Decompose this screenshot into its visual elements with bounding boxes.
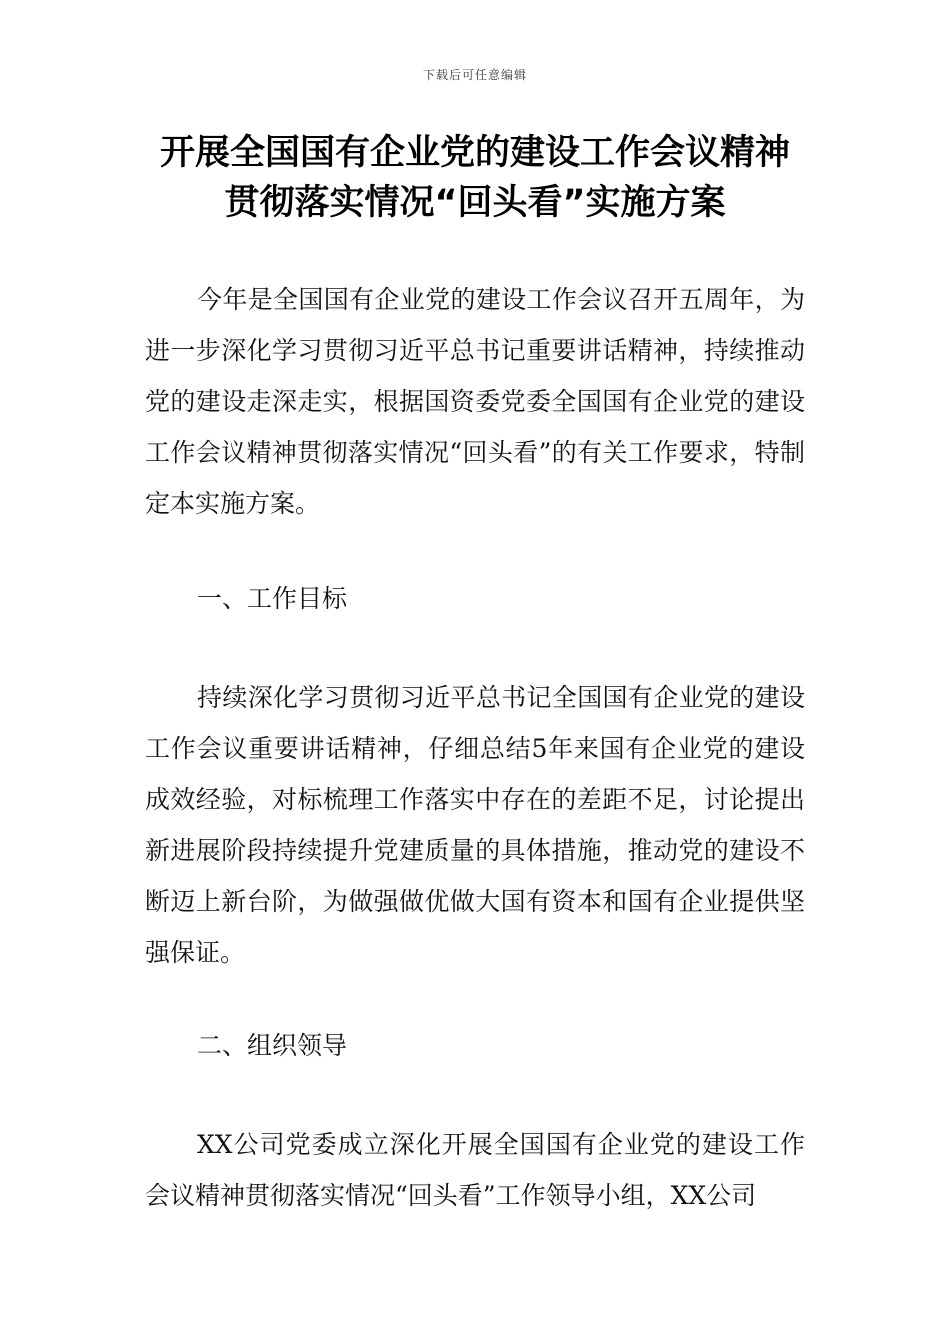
header-note: 下载后可任意编辑 bbox=[422, 68, 527, 82]
section-2-heading: 二、组织领导 bbox=[197, 1031, 348, 1060]
section-2-paragraph: XX公司党委成立深化开展全国国有企业党的建设工作会议精神贯彻落实情况“回头看”工作领导小组，XX公司 bbox=[145, 1130, 805, 1210]
intro-paragraph: 今年是全国国有企业党的建设工作会议召开五周年，为进一步深化学习贯彻习近平总书记重要讲话精神，持续推动党的建设走深走实，根据国资委党委全国国有企业党的建设工作会议精神贯彻落实情况“回头看”的有关工作要求，特制定本实施方案。 bbox=[145, 285, 805, 518]
title-line-1: 开展全国国有企业党的建设工作会议精神 bbox=[159, 133, 790, 173]
title-line-2: 贯彻落实情况“回头看”实施方案 bbox=[224, 183, 726, 223]
section-1-paragraph: 持续深化学习贯彻习近平总书记全国国有企业党的建设工作会议重要讲话精神，仔细总结5年来国有企业党的建设成效经验，对标梳理工作落实中存在的差距不足，讨论提出新进展阶段持续提升党建质量的具体措施，推动党的建设不断迈上新台阶，为做强做优做大国有资本和国有企业提供坚强保证。 bbox=[145, 683, 805, 967]
document-title bbox=[100, 128, 850, 228]
section-1-heading: 一、工作目标 bbox=[197, 584, 348, 613]
